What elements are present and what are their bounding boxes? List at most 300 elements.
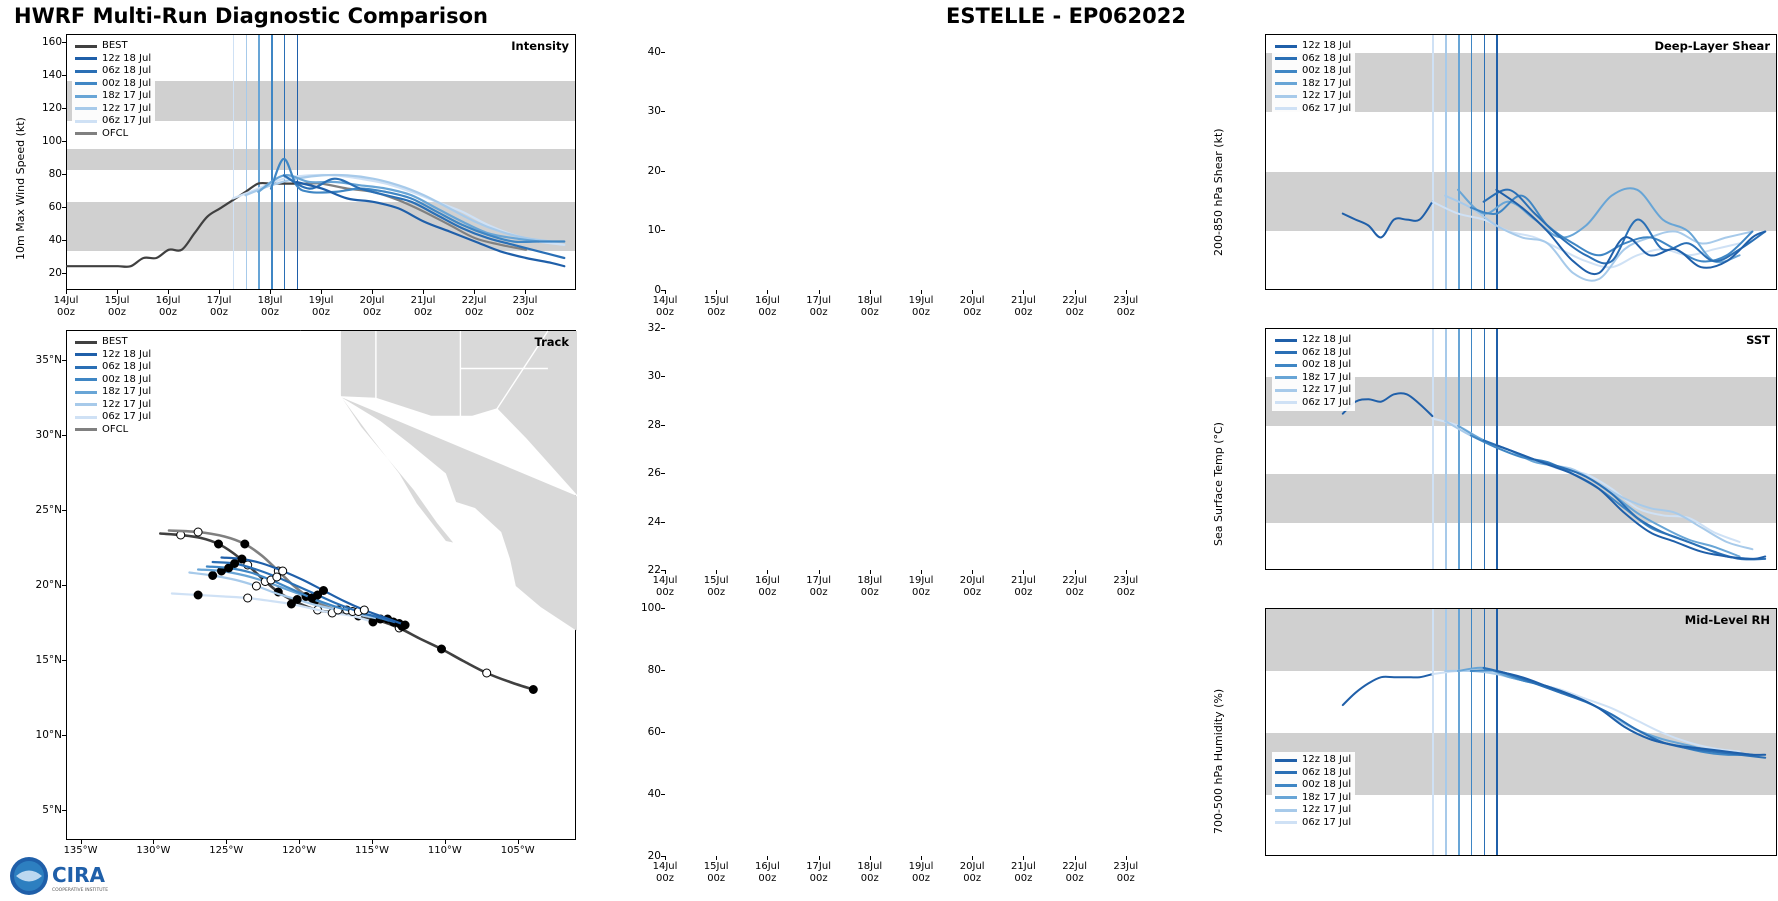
legend-swatch [75,120,97,123]
x-tick-label [91,295,143,319]
x-tick-date: 15Jul [104,295,130,306]
x-tick-label [895,295,947,319]
legend-item [75,40,151,53]
x-tick-hour: 00z [656,873,674,884]
track-marker [438,645,446,653]
x-tick-hour: 00z [1065,307,1084,318]
storm-id-title: ESTELLE - EP062022 [946,4,1186,28]
legend-item [75,411,151,424]
x-tick-mark [767,290,768,294]
legend-item [1275,397,1351,410]
x-tick-hour: 00z [707,307,726,318]
x-tick-hour: 00z [516,307,534,318]
x-tick-hour: 00z [1116,587,1135,598]
legend-item [1275,347,1351,360]
x-tick-hour: 00z [210,307,228,318]
rh-plot-title: Mid-Level RH [1684,613,1770,627]
track-marker [194,528,202,536]
y-tick-label: 5°N [42,804,62,816]
x-tick-date: 19Jul [908,295,934,306]
legend-swatch [1275,771,1297,774]
x-tick-label [997,295,1049,319]
cira-logo [8,855,120,897]
x-tick-date: 19Jul [908,861,934,872]
y-tick-label: 40 [647,45,661,58]
legend-item [1275,65,1351,78]
x-tick-mark [518,840,519,844]
x-tick-date: 15Jul [703,295,729,306]
x-tick-mark [423,290,424,294]
x-tick-mark [665,290,666,294]
x-tick-label [946,861,998,885]
legend-label: 06z 18 Jul [1302,52,1352,64]
series-line [1484,190,1766,264]
shear-legend [1272,38,1355,117]
legend-item [1275,767,1351,780]
x-tick-date: 16Jul [754,295,780,306]
legend-label: 06z 18 Jul [1302,766,1352,778]
x-tick-date: 17Jul [206,295,232,306]
x-tick-label [946,575,998,599]
legend-swatch [1275,376,1297,379]
legend-swatch [75,366,97,369]
legend-label: 06z 18 Jul [1302,346,1352,358]
x-tick-mark [870,856,871,860]
baja-peninsula [342,399,453,543]
x-tick-date: 14Jul [652,861,678,872]
x-tick-label [346,295,398,319]
x-tick-mark [972,570,973,574]
series-line [1432,670,1739,751]
y-tick-label: 60 [48,201,62,214]
x-tick-label [1100,575,1152,599]
y-tick-mark [62,810,66,811]
legend-item [75,103,151,116]
x-tick-label [793,295,845,319]
legend-label: 12z 18 Jul [1302,334,1352,345]
x-tick-date: 18Jul [857,295,883,306]
x-tick-hour: 00z [656,307,674,318]
x-tick-label [1049,861,1101,885]
x-tick-date: 18Jul [857,861,883,872]
x-tick-hour: 00z [312,307,330,318]
y-tick-label: 20 [647,164,661,177]
sst-legend [1272,332,1355,411]
x-tick-label [844,295,896,319]
x-tick-hour: 00z [963,307,982,318]
rh-y-axis-label: 700-500 hPa Humidity (%) [1212,688,1225,834]
legend-item [75,399,151,412]
y-tick-label: 30 [647,105,661,118]
x-tick-hour: 00z [912,307,930,318]
track-marker [401,621,409,629]
x-tick-label: 120°W [282,845,317,856]
x-tick-date: 20Jul [959,861,985,872]
legend-label: 06z 18 Jul [102,361,152,372]
track-marker [279,567,287,575]
x-tick-mark [716,290,717,294]
legend-label: 18z 17 Jul [1302,791,1352,803]
legend-item [75,336,151,349]
x-tick-date: 22Jul [461,295,487,306]
legend-label: BEST [102,40,128,51]
x-tick-hour: 00z [1014,873,1033,884]
x-tick-hour: 00z [1014,307,1033,318]
x-tick-label [295,295,347,319]
y-tick-label: 100 [640,602,661,614]
legend-item [75,53,151,66]
x-tick-label [639,295,691,319]
x-tick-date: 23Jul [1113,861,1139,872]
track-marker [252,582,260,590]
y-tick-mark [661,794,665,795]
x-tick-hour: 00z [707,873,726,884]
series-line [67,183,297,267]
legend-label: 12z 17 Jul [1302,90,1352,101]
x-tick-label [1100,861,1152,885]
x-tick-mark [321,290,322,294]
x-tick-hour: 00z [758,587,777,598]
x-tick-date: 23Jul [512,295,538,306]
legend-item [1275,754,1351,767]
x-tick-hour: 00z [758,307,777,318]
x-tick-label [639,575,691,599]
x-tick-hour: 00z [656,587,674,598]
series-line [1343,393,1433,416]
legend-swatch [1275,339,1297,342]
track-marker [529,686,537,694]
legend-label: 06z 17 Jul [102,411,152,422]
legend-swatch [75,353,97,356]
y-tick-mark [661,230,665,231]
x-tick-label: 130°W [136,845,171,856]
legend-swatch [75,416,97,419]
series-line [297,182,565,266]
y-tick-label: 20 [647,850,661,862]
track-marker [215,540,223,548]
legend-label: OFCL [102,127,129,139]
x-tick-mark [372,290,373,294]
x-tick-label [142,295,194,319]
x-tick-hour: 00z [963,587,982,598]
intensity-plot-title: Intensity [511,39,569,53]
legend-item [75,361,151,374]
x-tick-mark [1023,290,1024,294]
legend-item [1275,334,1351,347]
y-tick-label: 30 [647,370,661,383]
legend-label: 00z 18 Jul [1302,359,1352,370]
x-tick-mark [767,856,768,860]
x-tick-mark [219,290,220,294]
legend-swatch [1275,57,1297,60]
legend-item [75,424,151,437]
x-tick-hour: 00z [860,587,879,598]
y-tick-label: 32 [647,322,661,334]
x-tick-date: 22Jul [1062,575,1087,586]
x-tick-mark [972,856,973,860]
x-tick-hour: 00z [159,307,177,318]
track-marker [293,596,301,604]
x-tick-hour: 00z [1116,873,1135,884]
x-tick-date: 14Jul [652,575,678,586]
x-tick-label [639,861,691,885]
x-tick-label [793,575,845,599]
legend-swatch [1275,351,1297,354]
x-tick-hour: 00z [860,873,879,884]
y-tick-mark [661,473,665,474]
x-tick-hour: 00z [912,873,930,884]
x-tick-label [1100,295,1152,319]
legend-swatch [1275,821,1297,824]
legend-item [1275,792,1351,805]
legend-label: 00z 18 Jul [102,373,152,385]
x-tick-date: 21Jul [1010,575,1036,586]
shear-panel [600,28,1770,320]
track-panel [0,324,600,884]
legend-item [1275,359,1351,372]
legend-item [75,374,151,387]
legend-swatch [75,70,97,73]
legend-label: 12z 18 Jul [1302,40,1352,51]
series-line [1458,668,1740,755]
legend-swatch [1275,107,1297,110]
y-tick-mark [661,522,665,523]
y-tick-mark [661,111,665,112]
x-tick-date: 17Jul [806,861,831,872]
legend-label: 00z 18 Jul [102,77,152,89]
y-tick-label: 40 [48,234,62,247]
y-tick-label: 10 [647,224,661,237]
x-tick-label [741,861,793,885]
x-tick-mark [66,290,67,294]
x-tick-mark [767,570,768,574]
y-tick-mark [62,660,66,661]
legend-item [75,78,151,91]
legend-label: 18z 17 Jul [102,90,152,101]
x-tick-date: 20Jul [359,295,385,306]
legend-swatch [75,82,97,85]
x-tick-date: 21Jul [410,295,436,306]
y-tick-mark [661,52,665,53]
x-tick-hour: 00z [809,307,828,318]
border-line [300,331,341,397]
x-tick-hour: 00z [860,307,879,318]
x-tick-date: 21Jul [1010,861,1036,872]
x-tick-label: 115°W [355,845,389,856]
legend-label: 00z 18 Jul [1302,65,1352,76]
legend-label: 12z 18 Jul [102,52,152,64]
shear-plot-title: Deep-Layer Shear [1654,39,1770,53]
x-tick-label [793,861,845,885]
x-tick-label [1049,575,1101,599]
sst-plot-title: SST [1746,333,1770,347]
y-tick-label: 0 [654,284,661,296]
x-tick-hour: 00z [963,873,982,884]
legend-label: 18z 17 Jul [102,386,152,397]
x-tick-mark [819,856,820,860]
legend-label: 12z 17 Jul [102,102,152,114]
x-tick-label [690,295,742,319]
x-tick-mark [921,570,922,574]
legend-item [75,386,151,399]
x-tick-mark [153,840,154,844]
y-tick-label: 140 [41,69,62,82]
series-line [1471,670,1753,755]
y-tick-mark [62,141,66,142]
x-tick-label [193,295,245,319]
legend-label: 12z 17 Jul [1302,804,1352,815]
y-tick-mark [62,735,66,736]
legend-swatch [75,107,97,110]
y-tick-label: 26 [647,467,661,480]
x-tick-label [844,575,896,599]
y-tick-mark [62,360,66,361]
y-tick-mark [62,108,66,109]
y-tick-label: 30°N [35,429,62,441]
legend-item [1275,90,1351,103]
legend-swatch [1275,82,1297,85]
x-tick-label [397,295,449,319]
track-marker [241,540,249,548]
legend-item [1275,779,1351,792]
legend-swatch [75,403,97,406]
y-tick-label: 20 [48,267,62,280]
y-tick-label: 22 [647,564,661,576]
legend-label: 06z 17 Jul [1302,396,1352,408]
x-tick-mark [1075,290,1076,294]
y-tick-label: 20°N [35,579,62,591]
legend-item [1275,53,1351,66]
legend-label: 18z 17 Jul [1302,77,1352,89]
x-tick-mark [1075,570,1076,574]
series-line [1343,202,1433,238]
x-tick-date: 15Jul [703,575,729,586]
y-tick-label: 80 [647,664,661,676]
series-line [1496,190,1765,274]
x-tick-mark [372,840,373,844]
x-tick-hour: 00z [809,587,828,598]
legend-label: 12z 17 Jul [102,398,152,410]
track-plot-title: Track [534,335,569,349]
y-tick-mark [62,42,66,43]
legend-swatch [1275,95,1297,98]
legend-swatch [1275,759,1297,762]
x-tick-date: 17Jul [806,295,831,306]
x-tick-mark [921,290,922,294]
legend-item [1275,804,1351,817]
track-marker [320,587,328,595]
svg-text:COOPERATIVE INSTITUTE: COOPERATIVE INSTITUTE [52,888,109,893]
track-marker [244,594,252,602]
y-tick-label: 24 [647,515,661,528]
legend-label: OFCL [102,423,129,435]
y-tick-mark [62,75,66,76]
x-tick-label [244,295,296,319]
x-tick-mark [870,570,871,574]
y-tick-label: 15°N [35,654,62,666]
legend-swatch [1275,389,1297,392]
x-tick-mark [445,840,446,844]
x-tick-mark [870,290,871,294]
track-marker [194,591,202,599]
series-line [1343,674,1433,705]
y-tick-label: 10°N [35,729,62,741]
x-tick-mark [972,290,973,294]
track-marker [209,572,217,580]
x-tick-date: 14Jul [53,295,79,306]
legend-label: 06z 17 Jul [1302,102,1352,114]
x-tick-label [690,861,742,885]
x-tick-hour: 00z [1014,587,1033,598]
x-tick-date: 14Jul [652,295,678,306]
y-tick-label: 80 [48,168,62,181]
y-tick-mark [661,425,665,426]
y-tick-mark [661,328,665,329]
sst-y-axis-label: Sea Surface Temp (°C) [1212,422,1225,546]
legend-item [75,349,151,362]
x-tick-hour: 00z [809,873,828,884]
x-tick-mark [226,840,227,844]
legend-item [1275,384,1351,397]
legend-swatch [1275,364,1297,367]
x-tick-mark [819,570,820,574]
x-tick-mark [168,290,169,294]
x-tick-date: 21Jul [1010,295,1036,306]
legend-swatch [1275,809,1297,812]
x-tick-label: 110°W [427,845,462,856]
x-tick-mark [117,290,118,294]
legend-item [1275,78,1351,91]
x-tick-hour: 00z [363,307,381,318]
series-line [1471,196,1753,262]
y-tick-label: 160 [41,36,62,49]
x-tick-date: 16Jul [754,575,780,586]
x-tick-label [895,861,947,885]
legend-item [75,128,151,141]
rh-legend [1272,752,1355,831]
series-line [1458,426,1740,557]
x-tick-label [741,575,793,599]
x-tick-label [448,295,500,319]
x-tick-label: 125°W [209,845,244,856]
x-tick-date: 18Jul [857,575,883,586]
legend-item [1275,40,1351,53]
x-tick-date: 19Jul [908,575,934,586]
y-tick-label: 28 [647,418,661,431]
legend-swatch [75,428,97,431]
y-tick-mark [661,732,665,733]
shear-y-axis-label: 200-850 hPa Shear (kt) [1212,128,1225,256]
legend-item [1275,103,1351,116]
x-tick-label [741,295,793,319]
legend-swatch [75,378,97,381]
y-tick-label: 35°N [35,354,62,366]
track-marker [238,555,246,563]
series-line [1445,671,1752,755]
x-tick-hour: 00z [707,587,726,598]
x-tick-date: 23Jul [1113,295,1139,306]
x-tick-date: 17Jul [806,575,831,586]
legend-label: 06z 18 Jul [102,65,152,76]
x-tick-hour: 00z [912,587,930,598]
series-line [271,159,564,242]
legend-swatch [75,391,97,394]
legend-swatch [75,132,97,135]
y-tick-mark [62,585,66,586]
rh-panel [600,602,1770,894]
track-marker [231,560,239,568]
legend-item [1275,817,1351,830]
